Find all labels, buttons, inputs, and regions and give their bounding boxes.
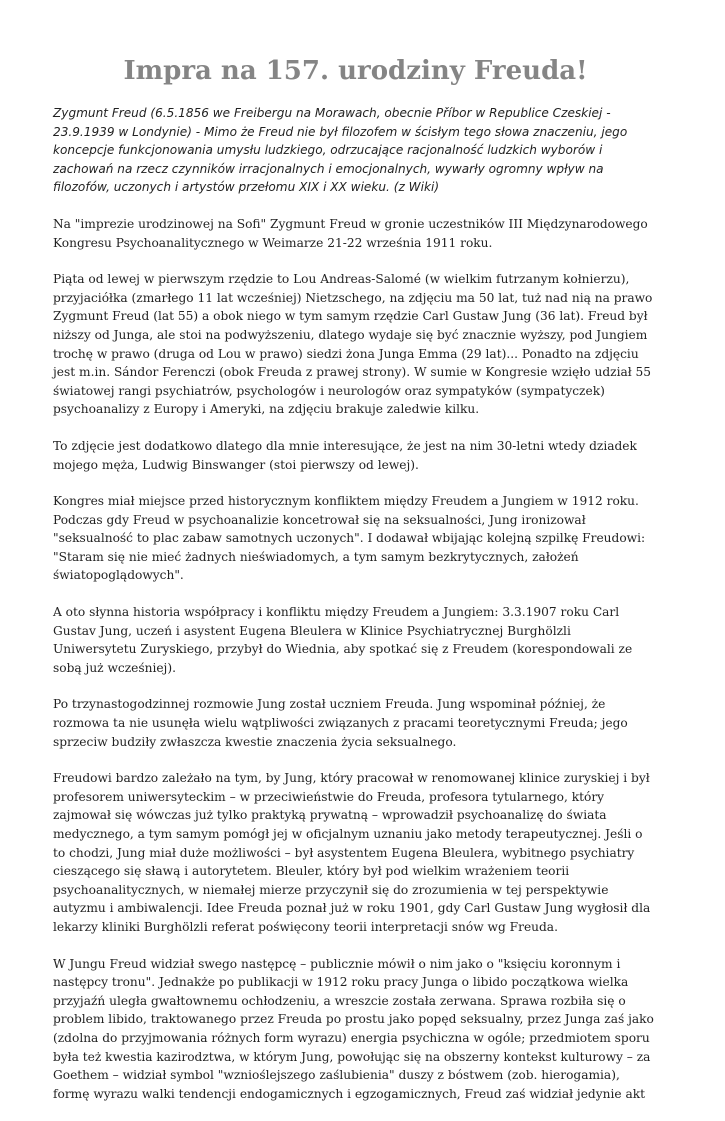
paragraph-3: To zdjęcie jest dodatkowo dlatego dla mnie interesujące, że jest na nim 30-letni wtedy dziadek mojego męża, Ludwig Binswanger (stoi pierwszy od lewej). xyxy=(53,438,637,472)
paragraph-2: Piąta od lewej w pierwszym rzędzie to Lou Andreas-Salomé (w wielkim futrzanym kołnierzu), przyjaciółka (zmarłego 11 lat wcześniej) Nietzschego, na zdjęciu ma 50 lat, tuż nad nią na prawo Zygmunt Freud (lat 55) a obok niego w tym samym rzędzie Carl Gustaw Jung (36 lat). Freud był niższy od Junga, ale stoi na podwyższeniu, dlatego wydaje się być znacznie wyższy, pod Jungiem trochę w prawo (druga od Lou w prawo) siedzi żona Junga Emma (29 lat)... Ponadto na zdjęciu jest m.in. Sándor Ferenczi (obok Freuda z prawej strony). W sumie w Kongresie wzięło udział 55 światowej rangi psychiatrów, psychologów i neurologów oraz sympatyków (sympatyczek) psychoanalizy z Europy i Ameryki, na zdjęciu brakuje zaledwie kilku. xyxy=(53,272,653,417)
paragraph-8: W Jungu Freud widział swego następcę – publicznie mówił o nim jako o "księciu koronnym i następcy tronu". Jednakże po publikacji w 1912 roku pracy Junga o libido początkowa wielka przyjaźń uległa gwałtownemu ochłodzeniu, a wreszcie została zerwana. Sprawa rozbiła się o problem libido, traktowanego przez Freuda po prostu jako popęd seksualny, przez Junga zaś jako (zdolna do przyjmowania różnych form wyrazu) energia psychiczna w ogóle; przedmiotem sporu była też kwestia kazirodztwa, w którym Jung, powołując się na obszerny kontekst kulturowy – za Goethem – widział symbol "wznioślejszego zaślubienia" duszy z bóstwem (zob. hierogamia), formę wyrazu walki tendencji endogamicznych i egzogamicznych, Freud zaś widział jedynie akt xyxy=(53,956,654,1101)
paragraph-6: Po trzynastogodzinnej rozmowie Jung został uczniem Freuda. Jung wspominał później, że rozmowa ta nie usunęła wielu wątpliwości związanych z pracami teoretycznymi Freuda; jego sprzeciw budziły zwłaszcza kwestie znaczenia życia seksualnego. xyxy=(53,697,628,749)
paragraph-1: Na "imprezie urodzinowej na Sofi" Zygmunt Freud w gronie uczestników III Międzynarodowego Kongresu Psychoanalitycznego w Weimarze 21-22 września 1911 roku. xyxy=(53,216,648,250)
page-title: Impra na 157. urodziny Freuda! xyxy=(123,56,588,86)
paragraph-5: A oto słynna historia współpracy i konfliktu między Freudem a Jungiem: 3.3.1907 roku Carl Gustav Jung, uczeń i asystent Eugena Bleulera w Klinice Psychiatrycznej Burghölzli Uniwersytetu Zuryskiego, przybył do Wiednia, aby spotkać się z Freudem (korespondowali ze sobą już wcześniej). xyxy=(53,605,633,675)
paragraph-4: Kongres miał miejsce przed historycznym konfliktem między Freudem a Jungiem w 1912 roku. Podczas gdy Freud w psychoanalizie koncetrował się na seksualności, Jung ironizował "seksualność to plac zabaw samotnych uczonych". I dodawał wbijając kolejną szpilkę Freudowi: "Staram się nie mieć żadnych nieświadomych, a tym samym bezkrytycznych, założeń światopoglądowych". xyxy=(53,494,646,583)
document-page xyxy=(53,0,658,1121)
intro-paragraph: Zygmunt Freud (6.5.1856 we Freibergu na Morawach, obecnie Příbor w Republice Czeskiej - 23.9.1939 w Londynie) - Mimo że Freud nie był filozofem w ścisłym tego słowa znaczeniu, jego koncepcje funkcjonowania umysłu ludzkiego, odrzucające racjonalność ludzkich wyborów i zachowań na rzecz czynników irracjonalnych i emocjonalnych, wywarły ogromny wpływ na filozofów, uczonych i artystów przełomu XIX i XX wieku. (z Wiki) xyxy=(53,106,628,195)
paragraph-7: Freudowi bardzo zależało na tym, by Jung, który pracował w renomowanej klinice zuryskiej i był profesorem uniwersyteckim – w przeciwieństwie do Freuda, profesora tytularnego, który zajmował się wówczas już tylko praktyką prywatną – wprowadził psychoanalizę do świata medycznego, a tym samym pomógł jej w oficjalnym uznaniu jako metody terapeutycznej. Jeśli o to chodzi, Jung miał duże możliwości – był asystentem Eugena Bleulera, wybitnego psychiatry cieszącego się sławą i autorytetem. Bleuler, który był pod wielkim wrażeniem teorii psychoanalitycznych, w niemałej mierze przyczynił się do zrozumienia w tej perspektywie autyzmu i ambiwalencji. Idee Freuda poznał już w roku 1901, gdy Carl Gustaw Jung wygłosił dla lekarzy kliniki Burghölzli referat poświęcony teorii interpretacji snów wg Freuda. xyxy=(53,771,651,934)
